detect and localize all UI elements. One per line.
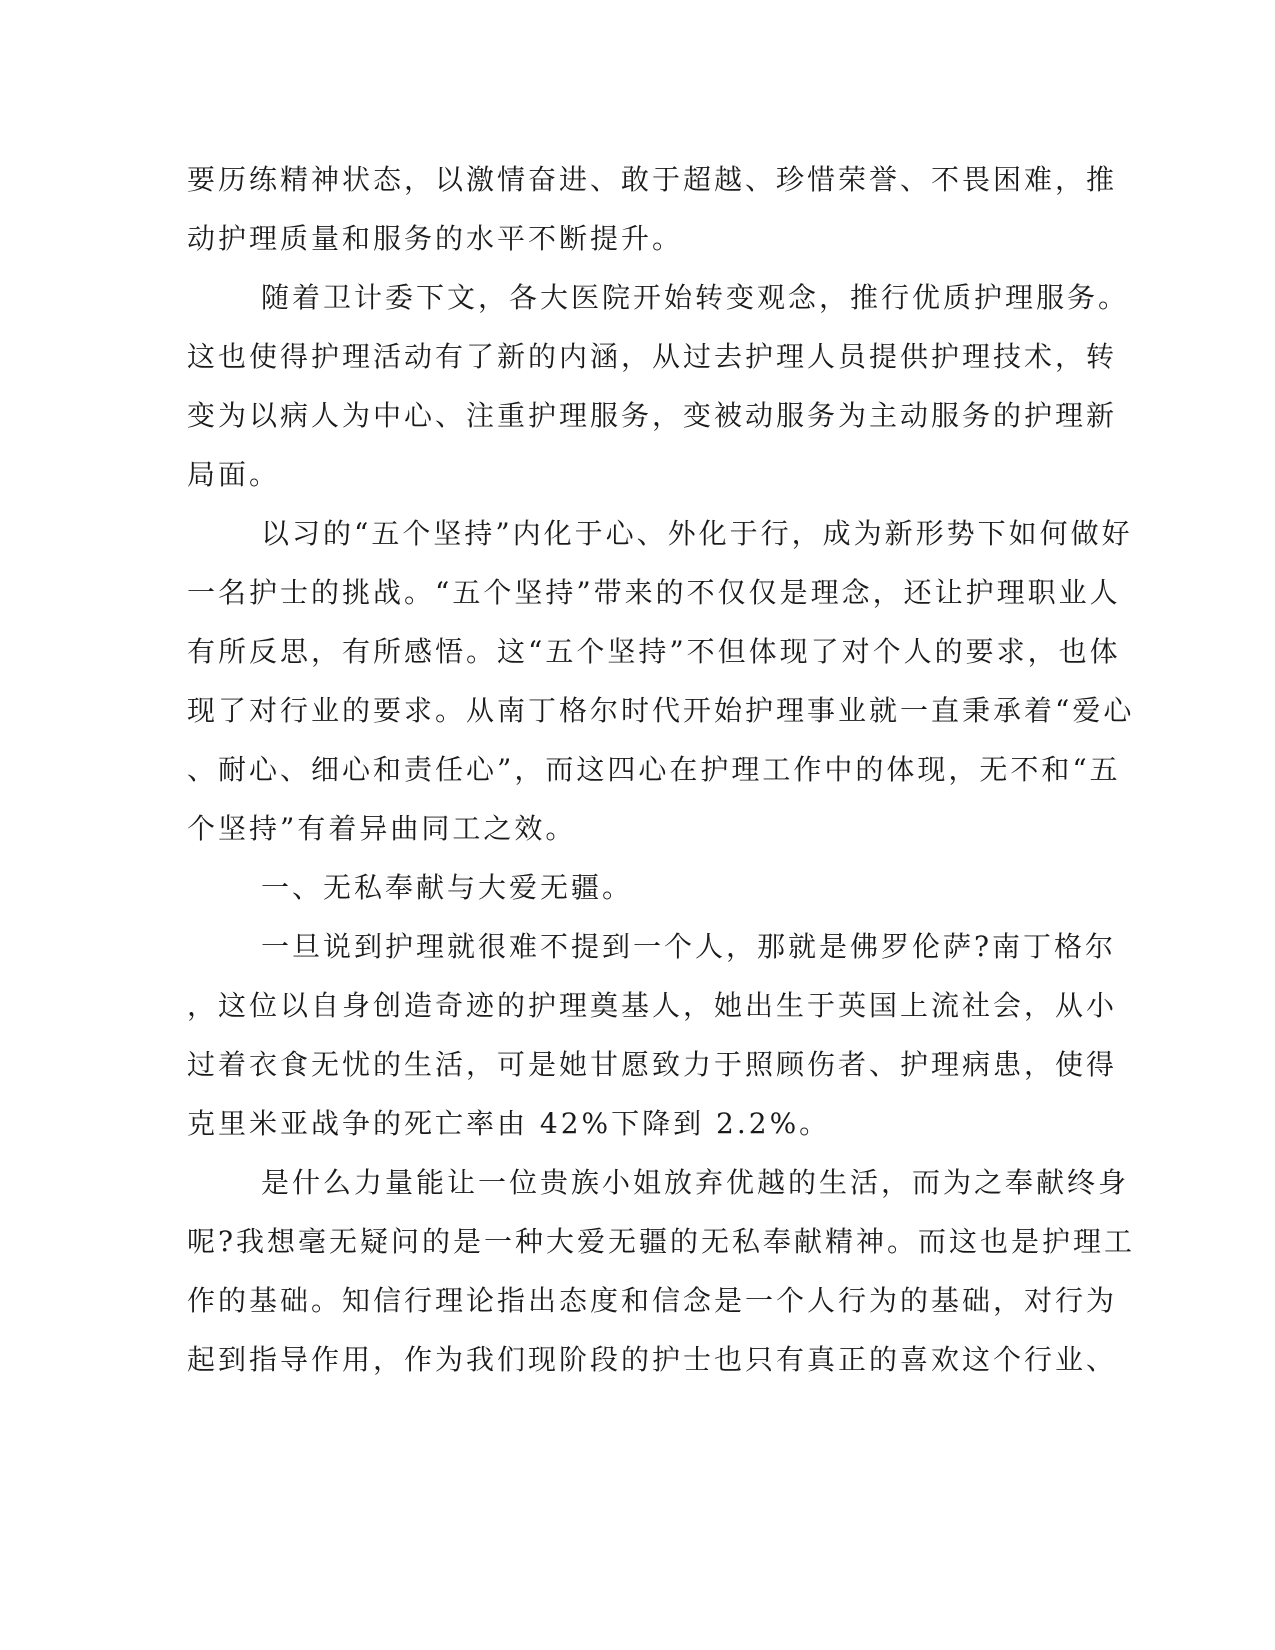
paragraph-first-line: 一旦说到护理就很难不提到一个人，那就是佛罗伦萨?南丁格尔 xyxy=(261,930,1117,963)
text-line: 作的基础。知信行理论指出态度和信念是一个人行为的基础，对行为 xyxy=(187,1284,1118,1317)
paragraph-first-line: 是什么力量能让一位贵族小姐放弃优越的生活，而为之奉献终身 xyxy=(261,1166,1130,1199)
text-line: 一名护士的挑战。“五个坚持”带来的不仅仅是理念，还让护理职业人 xyxy=(187,576,1121,609)
text-line: 克里米亚战争的死亡率由 42%下降到 2.2%。 xyxy=(187,1107,831,1140)
text-line: 个坚持”有着异曲同工之效。 xyxy=(187,812,577,845)
text-line: 变为以病人为中心、注重护理服务，变被动服务为主动服务的护理新 xyxy=(187,399,1118,432)
text-line: 这也使得护理活动有了新的内涵，从过去护理人员提供护理技术，转 xyxy=(187,340,1118,373)
paragraph-first-line: 以习的“五个坚持”内化于心、外化于行，成为新形势下如何做好 xyxy=(261,517,1133,550)
text-line: 、耐心、细心和责任心”，而这四心在护理工作中的体现，无不和“五 xyxy=(187,753,1121,786)
text-line: 要历练精神状态，以激情奋进、敢于超越、珍惜荣誉、不畏困难，推 xyxy=(187,163,1118,196)
text-line: 动护理质量和服务的水平不断提升。 xyxy=(187,222,684,255)
text-line: 起到指导作用，作为我们现阶段的护士也只有真正的喜欢这个行业、 xyxy=(187,1343,1118,1376)
text-line: 过着衣食无忧的生活，可是她甘愿致力于照顾伤者、护理病患，使得 xyxy=(187,1048,1118,1081)
paragraph-first-line: 随着卫计委下文，各大医院开始转变观念，推行优质护理服务。 xyxy=(261,281,1130,314)
text-line: 呢?我想毫无疑问的是一种大爱无疆的无私奉献精神。而这也是护理工 xyxy=(187,1225,1136,1258)
section-heading: 一、无私奉献与大爱无疆。 xyxy=(261,871,634,904)
text-line: 现了对行业的要求。从南丁格尔时代开始护理事业就一直秉承着“爱心 xyxy=(187,694,1135,727)
text-line: 局面。 xyxy=(187,458,281,491)
text-line: ，这位以自身创造奇迹的护理奠基人，她出生于英国上流社会，从小 xyxy=(187,989,1118,1022)
text-line: 有所反思，有所感悟。这“五个坚持”不但体现了对个人的要求，也体 xyxy=(187,635,1121,668)
